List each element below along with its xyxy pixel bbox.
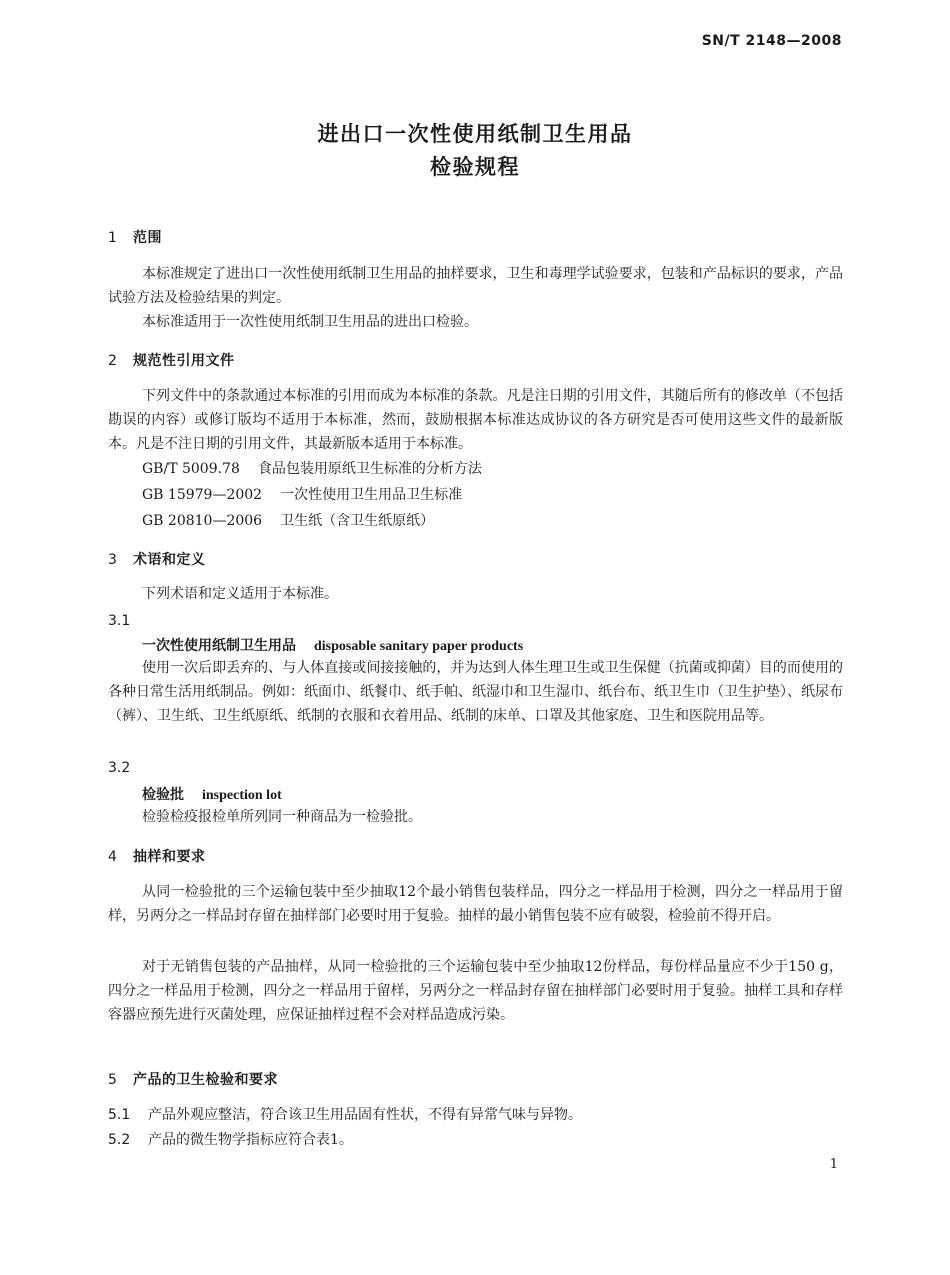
term-entry (142, 784, 282, 804)
paragraph: 下列术语和定义适用于本标准。 (142, 586, 338, 602)
section-title: 范围 (133, 230, 162, 246)
reference-name: 卫生纸（含卫生纸原纸） (280, 513, 435, 529)
section-heading-5 (108, 1069, 278, 1089)
term-entry (142, 635, 523, 655)
paragraph: 对于无销售包装的产品抽样，从同一检验批的三个运输包装中至少抽取12份样品，每份样品量应不少于150 g，四分之一样品用于检测，四分之一样品用于留样，另两分之一样品封存留在抽样部门必要时用于复验。抽样工具和存样容器应预先进行灭菌处理，应保证抽样过程不会对样品造成污染。 (108, 959, 843, 1023)
term-definition: 使用一次后即丢弃的、与人体直接或间接接触的，并为达到人体生理卫生或卫生保健（抗菌或抑菌）目的而使用的各种日常生活用纸制品。例如：纸面巾、纸餐巾、纸手帕、纸湿巾和卫生湿巾、纸台布、纸卫生巾（卫生护垫）、纸尿布（裤）、卫生纸、卫生纸原纸、纸制的衣服和衣着用品、纸制的床单、口罩及其他家庭、卫生和医院用品等。 (108, 660, 843, 724)
section-number: 5 (108, 1072, 118, 1088)
paragraph: 从同一检验批的三个运输包装中至少抽取12个最小销售包装样品，四分之一样品用于检测，四分之一样品用于留样，另两分之一样品封存留在抽样部门必要时用于复验。抽样的最小销售包装不应有破裂，检验前不得开启。 (108, 884, 843, 924)
section-heading-1 (108, 227, 162, 247)
section-title: 规范性引用文件 (133, 353, 235, 369)
section-number: 1 (108, 230, 118, 246)
section-title: 产品的卫生检验和要求 (133, 1072, 278, 1088)
clause-number: 5.1 (108, 1107, 131, 1123)
clause-text: 产品的微生物学指标应符合表1。 (148, 1132, 353, 1148)
document-subtitle: 检验规程 (430, 155, 520, 179)
section-number: 3 (108, 552, 118, 568)
reference-item (142, 457, 482, 481)
section-heading-4 (108, 846, 206, 866)
reference-code: GB 20810—2006 (142, 513, 263, 529)
document-title: 进出口一次性使用纸制卫生用品 (317, 122, 633, 146)
reference-name: 食品包装用原纸卫生标准的分析方法 (257, 461, 482, 477)
reference-code: GB/T 5009.78 (142, 461, 240, 477)
term-number: 3.2 (108, 760, 131, 776)
term-chinese: 检验批 (142, 787, 184, 803)
clause-item (108, 1104, 582, 1124)
reference-item (142, 509, 434, 533)
paragraph: 本标准适用于一次性使用纸制卫生用品的进出口检验。 (142, 314, 478, 330)
term-chinese: 一次性使用纸制卫生用品 (142, 638, 296, 654)
reference-item (142, 483, 462, 507)
paragraph: 本标准规定了进出口一次性使用纸制卫生用品的抽样要求，卫生和毒理学试验要求，包装和产品标识的要求，产品试验方法及检验结果的判定。 (108, 266, 843, 306)
standard-number: SN/T 2148—2008 (701, 33, 842, 49)
section-title: 抽样和要求 (133, 849, 206, 865)
clause-text: 产品外观应整洁，符合该卫生用品固有性状，不得有异常气味与异物。 (148, 1107, 582, 1123)
paragraph: 下列文件中的条款通过本标准的引用而成为本标准的条款。凡是注日期的引用文件，其随后所有的修改单（不包括勘误的内容）或修订版均不适用于本标准，然而，鼓励根据本标准达成协议的各方研究是否可使用这些文件的最新版本。凡是不注日期的引用文件，其最新版本适用于本标准。 (108, 388, 843, 452)
term-english: disposable sanitary paper products (314, 639, 524, 654)
term-english: inspection lot (202, 788, 282, 803)
page-number: 1 (829, 1157, 838, 1172)
section-number: 2 (108, 353, 118, 369)
clause-number: 5.2 (108, 1132, 131, 1148)
section-number: 4 (108, 849, 118, 865)
reference-name: 一次性使用卫生用品卫生标准 (280, 487, 463, 503)
reference-code: GB 15979—2002 (142, 487, 263, 503)
term-number: 3.1 (108, 613, 131, 629)
section-title: 术语和定义 (133, 552, 206, 568)
term-definition: 检验检疫报检单所列同一种商品为一检验批。 (142, 809, 422, 825)
clause-item (108, 1129, 353, 1149)
section-heading-2 (108, 350, 235, 370)
section-heading-3 (108, 549, 206, 569)
